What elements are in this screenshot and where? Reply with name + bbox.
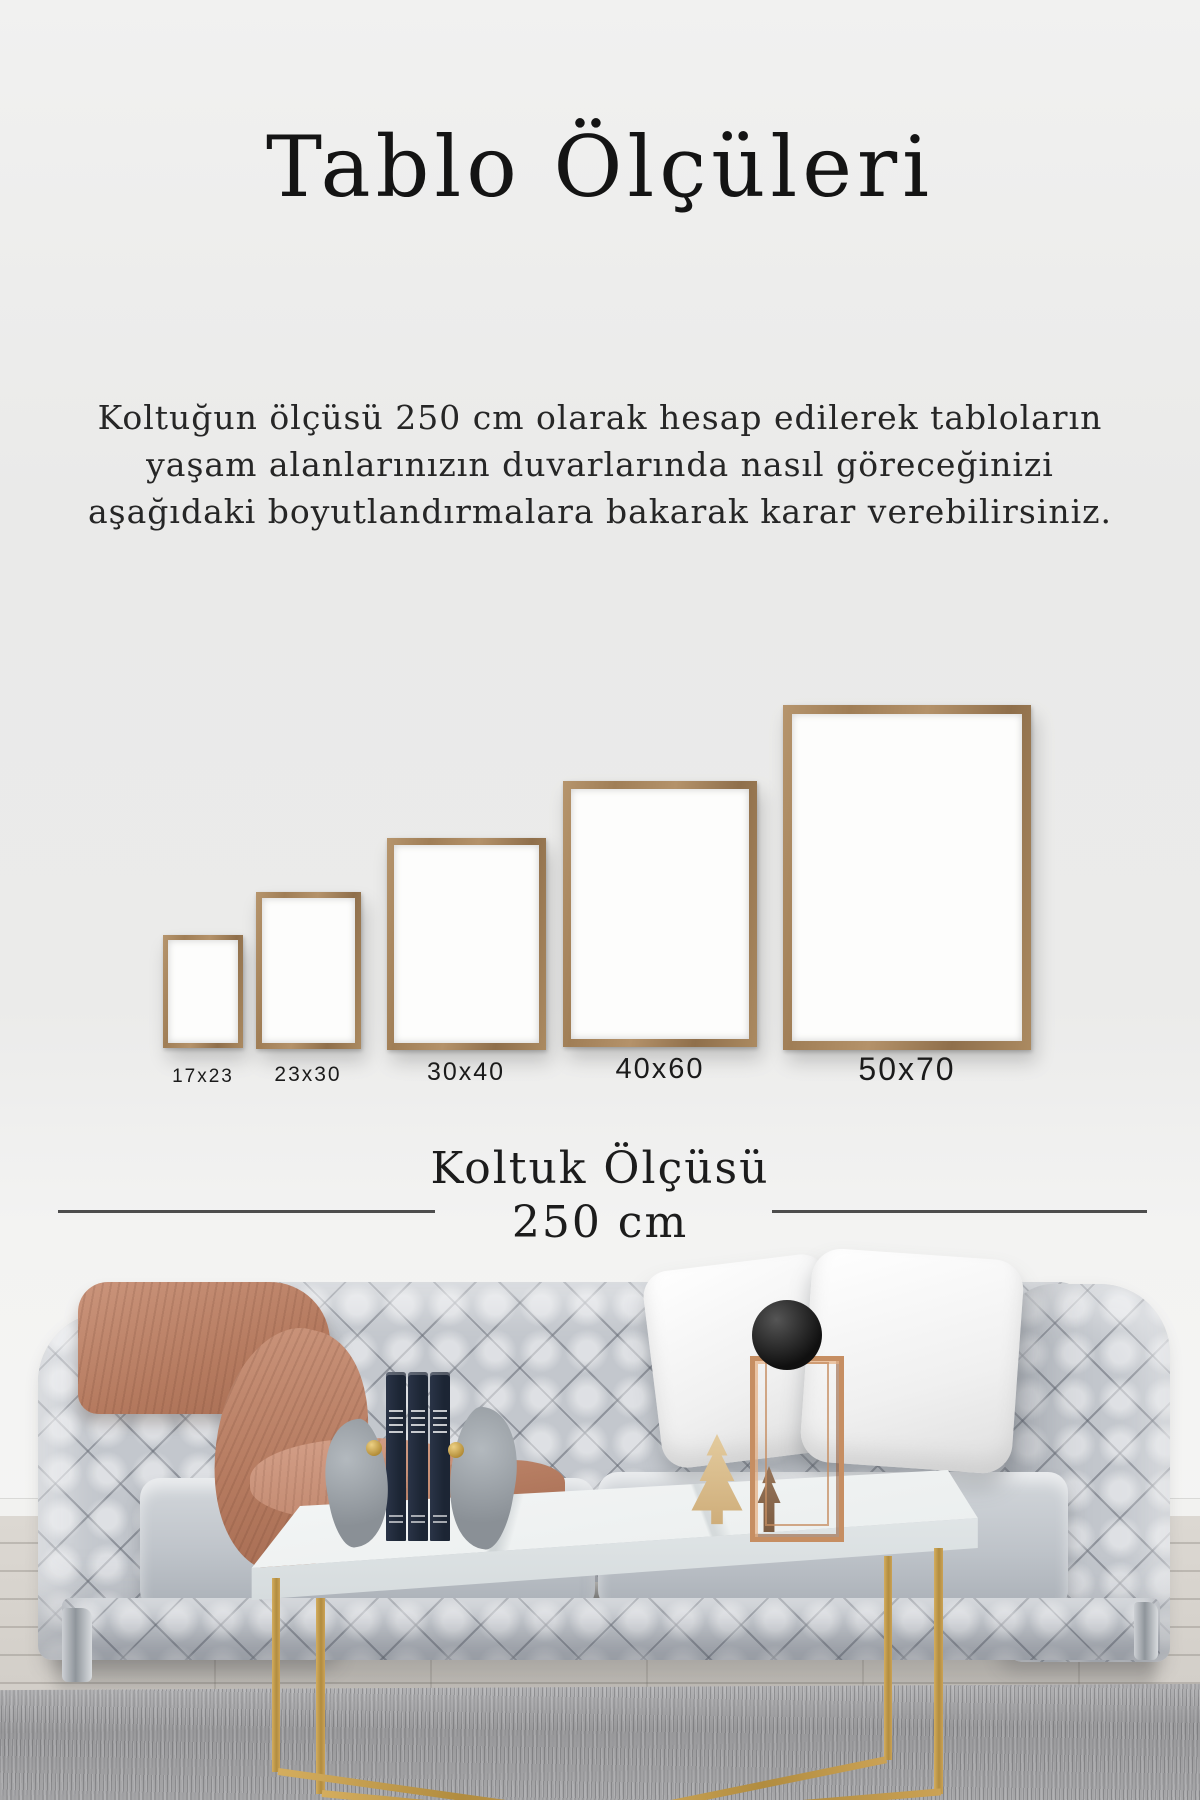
poster-frame-17x23-mat — [168, 940, 238, 1043]
frame-size-label-17x23: 17x23 — [172, 1066, 234, 1087]
copper-lantern-stand-back-edge — [765, 1362, 829, 1526]
book-spine — [386, 1372, 406, 1541]
intro-line-1: Koltuğun ölçüsü 250 cm olarak hesap edilerek tabloların — [97, 398, 1103, 437]
poster-frame-40x60-mat — [571, 789, 749, 1039]
poster-frame-23x30 — [256, 892, 361, 1049]
poster-frame-30x40-mat — [394, 845, 539, 1043]
table-leg-front-left — [316, 1598, 325, 1794]
sofa-base — [62, 1598, 1160, 1660]
bookend-gold-ball-left — [366, 1440, 382, 1456]
sofa-leg-left — [62, 1608, 92, 1682]
poster-frame-50x70-mat — [792, 714, 1022, 1041]
sofa-measure-value: 250 cm — [511, 1197, 689, 1248]
poster-frame-30x40 — [387, 838, 546, 1050]
book-spine — [430, 1372, 450, 1541]
living-room-photo — [0, 1150, 1200, 1800]
black-sphere-decor — [752, 1300, 822, 1370]
page-title: Tablo Ölçüleri — [266, 118, 934, 216]
frame-size-label-40x60: 40x60 — [615, 1053, 705, 1085]
sofa-leg-right — [1134, 1602, 1158, 1660]
table-leg-back-left — [272, 1578, 280, 1772]
bookend-gold-ball-right — [448, 1442, 464, 1458]
intro-text — [50, 394, 1150, 535]
intro-line-3: aşağıdaki boyutlandırmalara bakarak karar verebilirsiniz. — [87, 492, 1113, 531]
book-spine — [408, 1372, 428, 1541]
book-set — [386, 1372, 450, 1541]
frame-size-label-23x30: 23x30 — [274, 1063, 342, 1086]
intro-line-2: yaşam alanlarınızın duvarlarında nasıl göreceğinizi — [146, 445, 1054, 484]
poster-frame-50x70 — [783, 705, 1031, 1050]
poster-frame-17x23 — [163, 935, 243, 1048]
sofa-measure-label: Koltuk Ölçüsü — [430, 1143, 770, 1194]
table-leg-back-right — [884, 1556, 892, 1760]
poster-frame-23x30-mat — [262, 898, 355, 1043]
frame-size-label-50x70: 50x70 — [858, 1051, 956, 1087]
frame-size-label-30x40: 30x40 — [426, 1058, 506, 1086]
table-leg-front-right — [934, 1548, 943, 1794]
poster-frame-40x60 — [563, 781, 757, 1047]
gray-rug — [0, 1684, 1200, 1800]
